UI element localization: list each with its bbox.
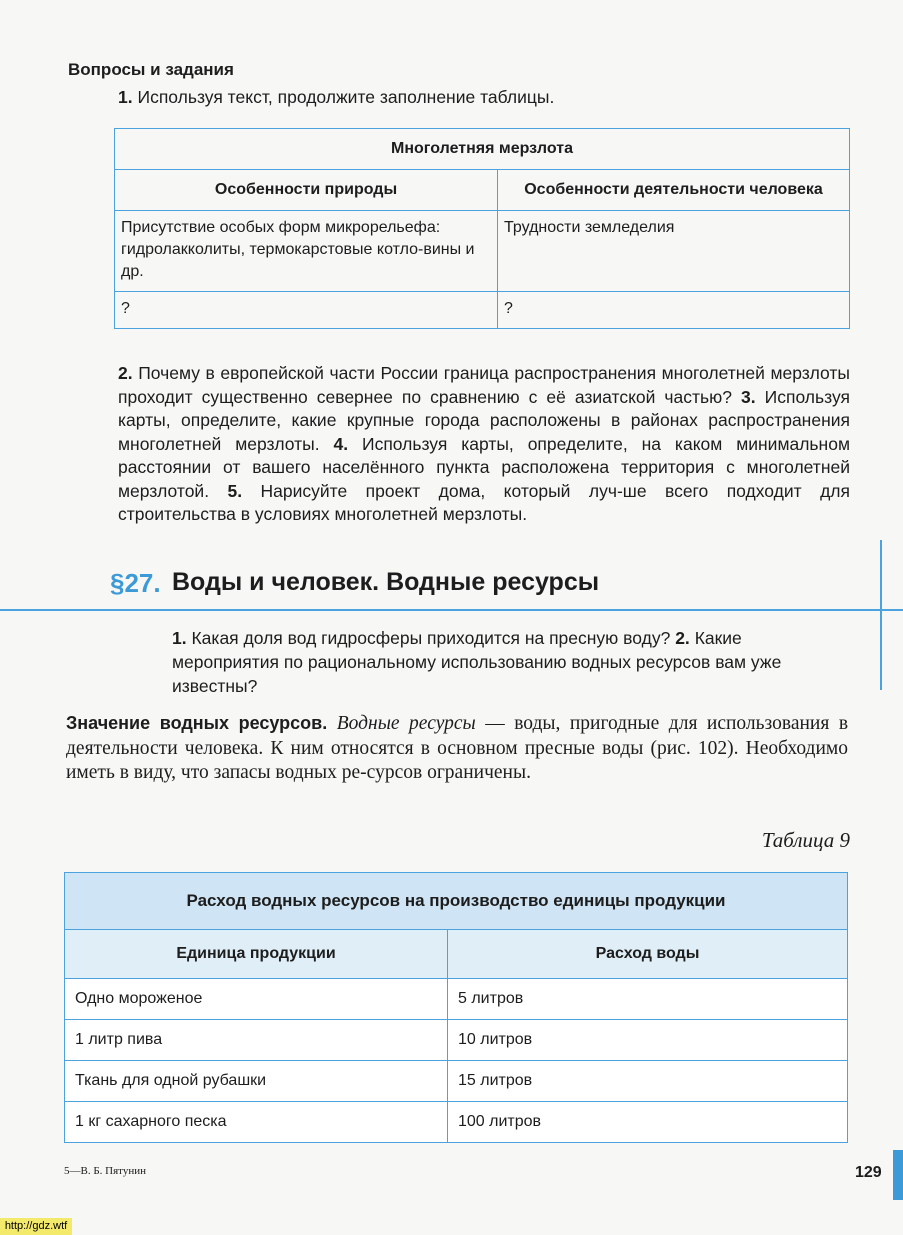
table-cell: 10 литров <box>448 1020 848 1061</box>
task-4-number: 4. <box>333 433 349 454</box>
table-row <box>115 211 850 292</box>
table-cell: 5 литров <box>448 979 848 1020</box>
water-usage-table <box>64 872 848 1143</box>
permafrost-col-activity: Особенности деятельности человека <box>498 170 850 211</box>
table-cell: ? <box>115 292 498 329</box>
task-3-text: Используя карты, определите, какие крупные города расположены в районах распространения многолетней мерзлоты. <box>118 386 850 454</box>
table-cell: Присутствие особых форм микрорельефа: гидролакколиты, термокарстовые котло-вины и др. <box>115 211 498 292</box>
page-edge-tab <box>893 1150 903 1200</box>
permafrost-table <box>114 128 850 329</box>
paragraph-title: Воды и человек. Водные ресурсы <box>172 568 600 596</box>
watermark-link[interactable]: http://gdz.wtf <box>0 1218 72 1235</box>
body-term: Водные ресурсы <box>336 713 476 734</box>
intro-q2-text: Какие мероприятия по рациональному использованию водных ресурсов вам уже известны? <box>172 628 782 696</box>
table-cell: 100 литров <box>448 1102 848 1143</box>
table-row <box>65 1020 848 1061</box>
intro-q2-number: 2. <box>675 628 690 648</box>
table-cell: 15 литров <box>448 1061 848 1102</box>
body-heading: Значение водных ресурсов. <box>66 713 328 733</box>
table-cell: Трудности земледелия <box>498 211 850 292</box>
footer-author: 5—В. Б. Пятунин <box>64 1165 146 1177</box>
section-divider <box>0 609 903 611</box>
task-5-text: Нарисуйте проект дома, который луч-ше всего подходит для строительства в условиях многолетней мерзлоты. <box>118 480 850 524</box>
task-2-text: Почему в европейской части России граница распространения многолетней мерзлоты проходит существенно севернее по сравнению с её азиатской частью? <box>118 363 850 407</box>
table-row <box>65 1061 848 1102</box>
permafrost-table-title: Многолетняя мерзлота <box>115 129 850 170</box>
body-paragraph <box>66 711 848 786</box>
water-col-consumption: Расход воды <box>448 930 848 979</box>
water-table-title: Расход водных ресурсов на производство единицы продукции <box>65 873 848 930</box>
table-row <box>115 292 850 329</box>
table-row <box>65 1102 848 1143</box>
water-col-product: Единица продукции <box>65 930 448 979</box>
table-cell: 1 кг сахарного песка <box>65 1102 448 1143</box>
table-cell: Ткань для одной рубашки <box>65 1061 448 1102</box>
permafrost-col-nature: Особенности природы <box>115 170 498 211</box>
paragraph-number: §27. <box>110 568 161 598</box>
table-cell: ? <box>498 292 850 329</box>
task-3-number: 3. <box>741 386 756 407</box>
task-1-number: 1. <box>118 87 133 107</box>
table-row <box>65 979 848 1020</box>
table-caption: Таблица 9 <box>761 828 850 852</box>
tasks-block <box>118 362 850 527</box>
table-cell: 1 литр пива <box>65 1020 448 1061</box>
page-number: 129 <box>855 1164 882 1181</box>
table-cell: Одно мороженое <box>65 979 448 1020</box>
margin-bar <box>880 540 882 690</box>
task-4-text: Используя карты, определите, на каком минимальном расстоянии от вашего населённого пункта расположена территория с многолетней мерзлотой. <box>118 433 850 501</box>
task-2-number: 2. <box>118 363 133 383</box>
body-text: — воды, пригодные для использования в деятельности человека. К ним относятся в основном пресные воды (рис. 102). Необходимо иметь в виду, что запасы водных ре-сурсов ограничены. <box>66 713 849 783</box>
task-1-text: Используя текст, продолжите заполнение таблицы. <box>137 87 555 107</box>
intro-questions <box>172 626 850 698</box>
task-1 <box>118 87 554 108</box>
intro-q1-number: 1. <box>172 628 187 648</box>
questions-heading: Вопросы и задания <box>68 60 234 79</box>
task-5-number: 5. <box>227 480 243 501</box>
intro-q1-text: Какая доля вод гидросферы приходится на пресную воду? <box>191 628 671 648</box>
